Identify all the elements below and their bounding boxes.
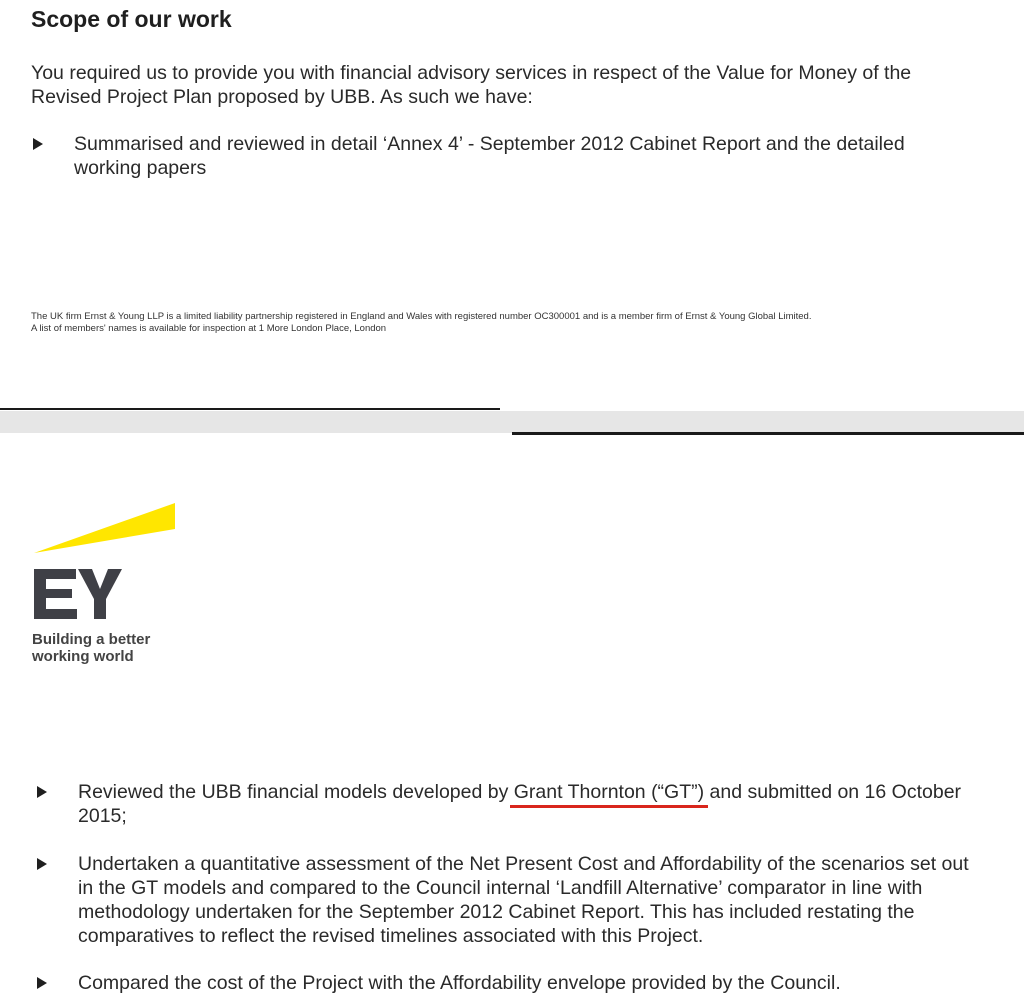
footer-line-members: A list of members' names is available for inspection at 1 More London Place, London	[31, 323, 387, 334]
legal-footer	[31, 311, 811, 335]
page-gap	[0, 411, 1024, 433]
bullet-text: Undertaken a quantitative assessment of the Net Present Cost and Affordability of the scenarios set out in the GT models and compared to the Council internal ‘Landfill Alternative’ comparator in line with methodology undertaken for the September 2012 Cabinet Report. This has included restating the comparatives to reflect the revised timelines associated with this Project.	[78, 853, 969, 947]
page-separator-line	[0, 408, 500, 410]
bullet-text-part: and submitted on 16 October 2015;	[78, 781, 962, 827]
ey-logo-graphic	[30, 497, 190, 627]
bullet-arrow-icon	[33, 138, 43, 150]
logo-tagline	[32, 631, 150, 665]
bullet-arrow-icon	[37, 858, 47, 870]
intro-paragraph: You required us to provide you with financial advisory services in respect of the Value for Money of the Revised Project Plan proposed by UBB. As such we have:	[31, 62, 912, 108]
bullet-text	[78, 780, 983, 828]
bullet-arrow-icon	[37, 977, 47, 989]
logo-wordmark-icon	[34, 569, 122, 619]
logo-beam-icon	[34, 503, 175, 553]
bullet-item	[37, 852, 983, 948]
document-page-bottom	[0, 435, 1024, 1005]
section-heading: Scope of our work	[31, 6, 232, 32]
highlighted-text: Grant Thornton (“GT”)	[513, 781, 705, 803]
bullet-item	[37, 780, 983, 828]
bullet-item	[37, 971, 983, 995]
document-page-top	[0, 0, 1024, 410]
logo-tagline-line-2: working world	[32, 648, 134, 665]
footer-line-registration: The UK firm Ernst & Young LLP is a limited liability partnership registered in England and Wales with registered number OC300001 and is a member firm of Ernst & Young Global Limited.	[31, 311, 812, 322]
bullet-arrow-icon	[37, 786, 47, 798]
logo-tagline-line-1: Building a better	[32, 631, 151, 648]
ey-logo	[30, 497, 190, 667]
bullet-text-part: Reviewed the UBB financial models developed by	[78, 781, 514, 803]
bullet-item	[33, 132, 974, 180]
bullet-text: Compared the cost of the Project with the Affordability envelope provided by the Council.	[78, 972, 841, 994]
bullet-text: Summarised and reviewed in detail ‘Annex 4’ - September 2012 Cabinet Report and the detailed working papers	[74, 133, 905, 179]
